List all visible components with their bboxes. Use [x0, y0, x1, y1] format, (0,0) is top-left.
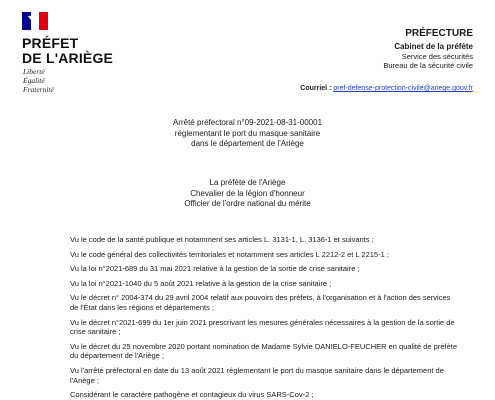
prefete-block [0, 178, 495, 210]
visa-item: Vu le décret du 25 novembre 2020 portant nomination de Madame Sylvie DANIELO-FEUCHER en qualité de préfète du département de l'Ariège ; [70, 341, 458, 361]
header-service-block [383, 28, 473, 70]
prefete-line: Officier de l'ordre national du mérite [184, 199, 311, 208]
visa-item: Vu l'arrêté préfectoral en date du 13 août 2021 réglementant le port du masque sanitaire dans le département de l'Ariège ; [70, 365, 444, 385]
prefet-title [22, 36, 113, 66]
prefet-line2: DE L'ARIÈGE [22, 50, 114, 66]
devise-egalite: Égalité [23, 76, 45, 85]
visa-item: Considérant le caractère pathogène et contagieux du virus SARS-Cov-2 ; [70, 390, 314, 400]
service-label: Service des sécurités [401, 52, 473, 61]
courriel-label: Courriel : [300, 85, 332, 92]
visas-list [70, 235, 460, 400]
visa-item: Vu le décret n°2021-699 du 1er juin 2021 prescrivant les mesures générales nécessaires à la gestion de la sortie de crise sanitaire ; [70, 317, 455, 337]
arrete-title [0, 118, 495, 150]
prefecture-label: PRÉFECTURE [405, 28, 473, 39]
visa-item: Vu le décret n° 2004-374 du 29 avril 2004 relatif aux pouvoirs des préfets, à l'organisation et à l'action des services de l'État dans les régions et départements ; [70, 293, 451, 312]
prefete-line: La préfète de l'Ariège [209, 178, 286, 187]
visa-item: Vu le code de la santé publique et notamment ses articles L. 3131-1, L. 3136-1 et suivants ; [70, 235, 374, 244]
visa-item: Vu la loi n°2021-689 du 31 mai 2021 relative à la gestion de la sortie de crise sanitaire ; [70, 264, 360, 274]
arrete-line: réglementant le port du masque sanitaire [174, 128, 321, 138]
bureau-label: Bureau de la sécurité civile [383, 61, 473, 70]
courriel-line [300, 84, 473, 93]
arrete-line: Arrêté préfectoral n°09-2021-08-31-00001 [172, 118, 323, 127]
visa-item: Vu la loi n°2021-1040 du 5 août 2021 relative à la gestion de la crise sanitaire ; [70, 278, 332, 288]
devise-liberte: Liberté [23, 67, 45, 76]
devise [23, 67, 54, 94]
marianne-logo [22, 12, 48, 30]
prefet-line1: PRÉFET [22, 35, 79, 51]
courriel-link[interactable]: pref-defense-protection-civile@ariege.gouv.fr [333, 85, 473, 92]
prefete-line: Chevalier de la légion d'honneur [190, 188, 305, 198]
arrete-line: dans le département de l'Ariège [191, 139, 304, 148]
cabinet-label: Cabinet de la préfète [394, 42, 473, 51]
devise-fraternite: Fraternité [23, 85, 54, 94]
visa-item: Vu le code général des collectivités territoriales et notamment ses articles L 2212-2 et L 2215-1 ; [70, 249, 389, 259]
